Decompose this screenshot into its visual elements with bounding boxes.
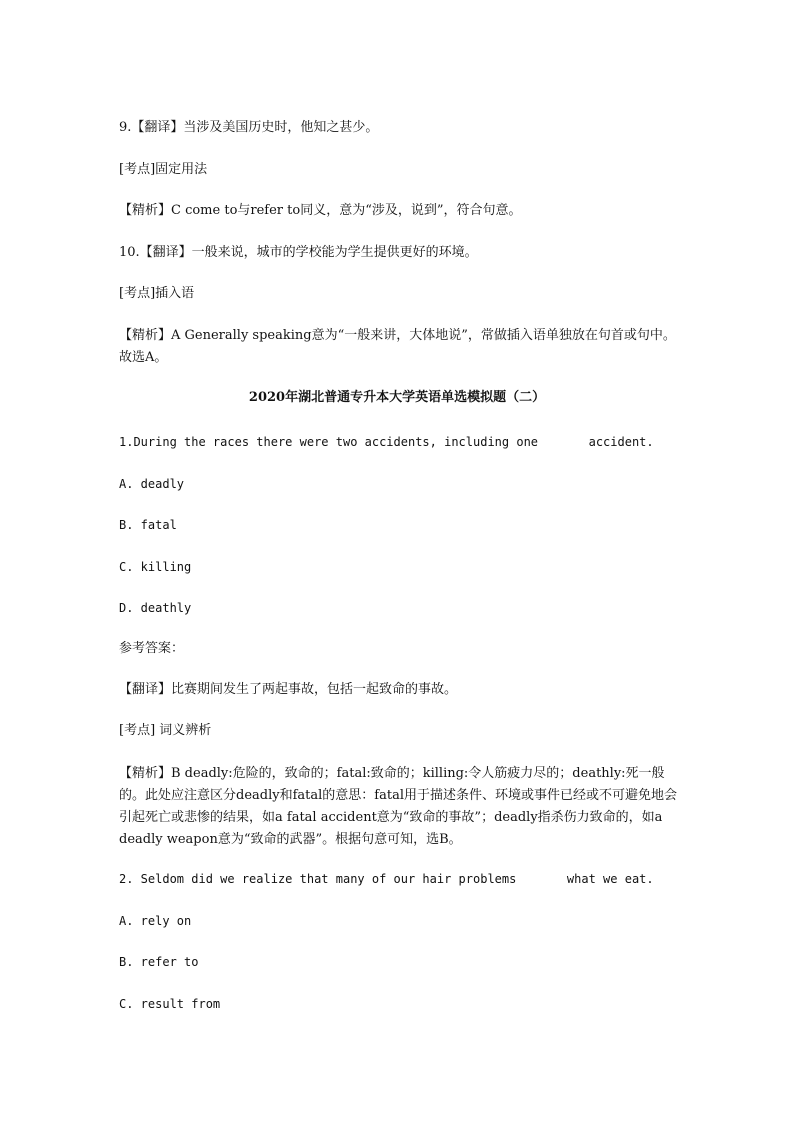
q2-stem: 2. Seldom did we realize that many of our hair problems what we eat. <box>119 872 654 886</box>
prev-q9-analysis: 【精析】C come to与refer to同义，意为“涉及，说到”，符合句意。 <box>119 203 522 218</box>
q1-answer-label: 参考答案： <box>119 641 185 656</box>
q2-option-b: B. refer to <box>119 955 199 969</box>
prev-q10-translation: 10.【翻译】一般来说，城市的学校能为学生提供更好的环境。 <box>119 245 478 260</box>
q2-option-a: A. rely on <box>119 914 192 928</box>
section-title: 2020年湖北普通专升本大学英语单选模拟题（二） <box>248 390 546 405</box>
q1-translation: 【翻译】比赛期间发生了两起事故，包括一起致命的事故。 <box>119 682 458 697</box>
prev-q9-point: [考点]固定用法 <box>119 162 208 177</box>
q1-option-b: B. fatal <box>119 518 177 532</box>
q1-stem: 1.During the races there were two accidents, including one accident. <box>119 435 654 449</box>
prev-q9-translation: 9.【翻译】当涉及美国历史时，他知之甚少。 <box>119 120 379 135</box>
q1-option-a: A. deadly <box>119 477 185 491</box>
q1-option-d: D. deathly <box>119 601 192 615</box>
q1-option-c: C. killing <box>119 560 192 574</box>
q2-option-c: C. result from <box>119 997 221 1011</box>
prev-q10-analysis: 【精析】A Generally speaking意为“一般来讲，大体地说”，常做插入语单独放在句首或句中。故选A。 <box>119 328 676 365</box>
q1-point: [考点] 词义辨析 <box>119 723 212 738</box>
q1-analysis: 【精析】B deadly:危险的，致命的；fatal:致命的；killing:令人筋疲力尽的；deathly:死一般的。此处应注意区分deadly和fatal的意思：fatal用于描述条件、环境或事件已经或不可避免地会引起死亡或悲惨的结果，如a fatal accident意为“致命的事故”；deadly指杀伤力致命的，如a deadly weapon意为“致命的武器”。根据句意可知，选B。 <box>119 766 677 847</box>
prev-q10-point: [考点]插入语 <box>119 286 195 301</box>
